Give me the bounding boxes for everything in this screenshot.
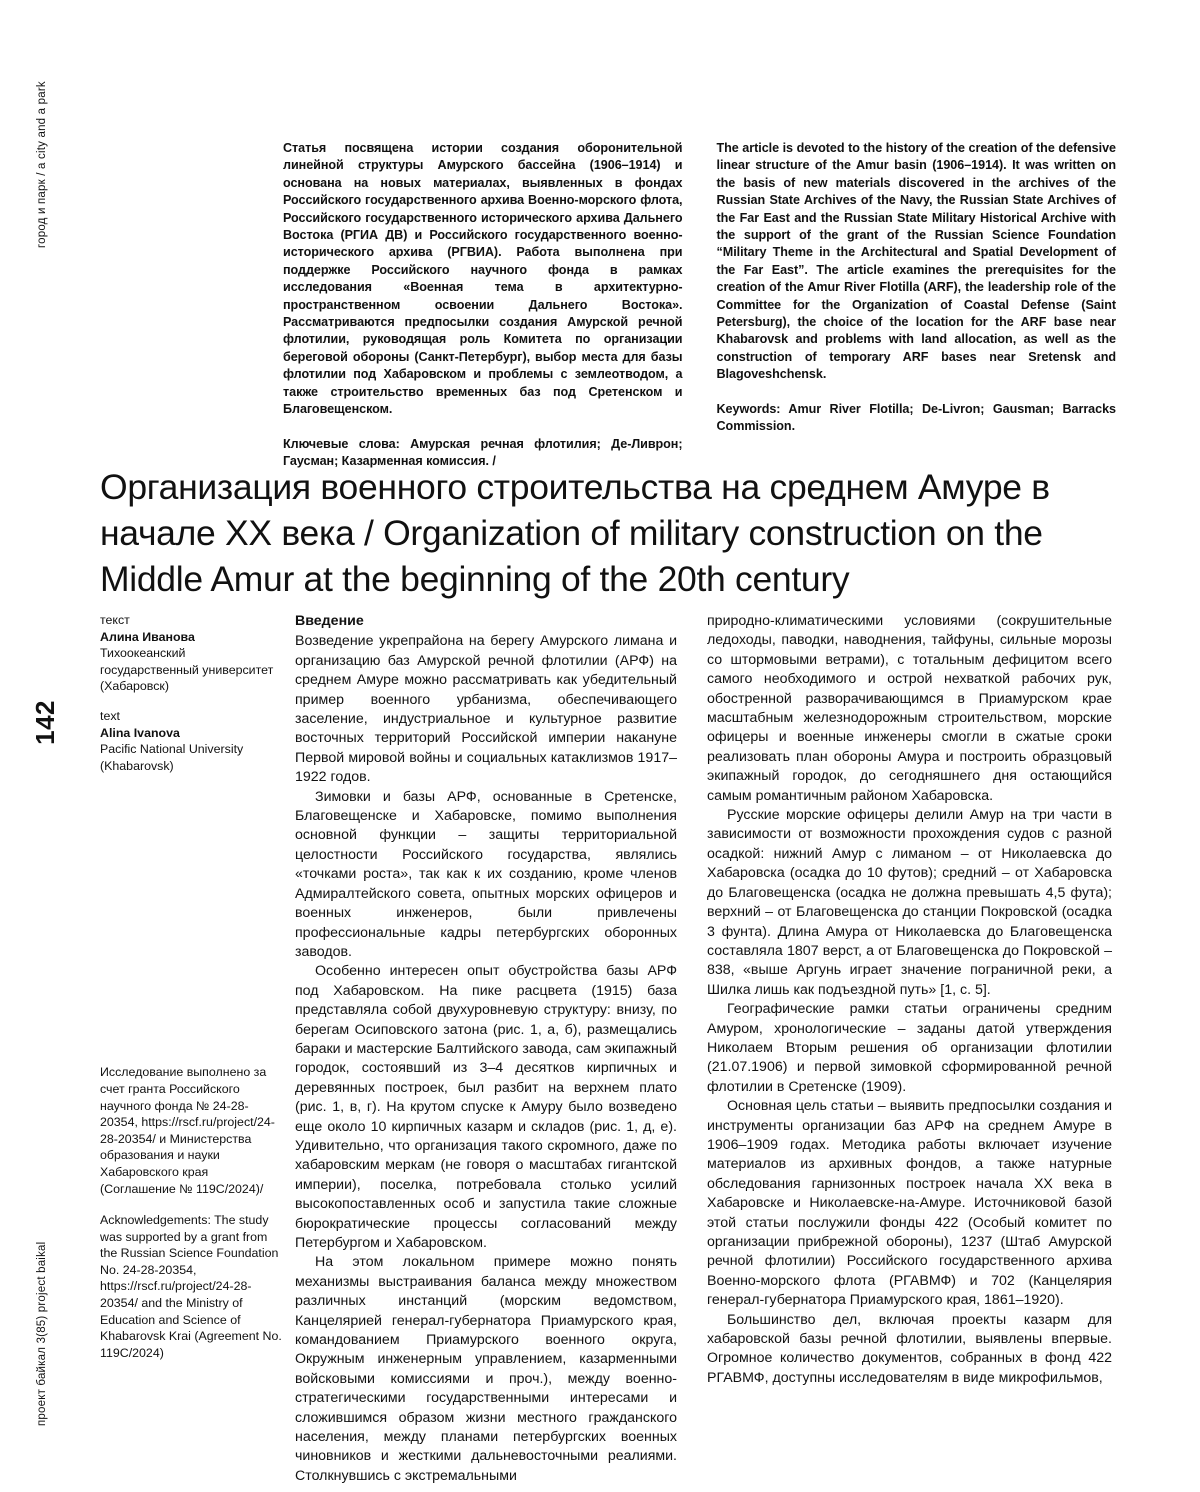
abstract-english (717, 140, 1117, 470)
running-head-section: город и парк / a city and a park (36, 81, 48, 248)
paragraph: Возведение укрепрайона на берегу Амурского лимана и организацию баз Амурской речной флотилии (АРФ) на среднем Амуре можно рассматривать как убедительный пример военного урбанизма, обеспечивающего заселение, индустриальное и культурное развитие восточных территорий Российской империи накануне Первой мировой войны и социальных катаклизмов 1917–1922 годов. (295, 633, 677, 786)
abstract-russian (283, 140, 683, 470)
author-name-en: Alina Ivanova (100, 725, 180, 740)
funding-note-en: Acknowledgements: The study was supported by a grant from the Russian Science Foundation No. 24-28-20354, https://rscf.ru/project/24-28-20354/ and the Ministry of Education and Science of Khabarovsk Krai (Agreement No. 119C/2024) (100, 1213, 282, 1360)
paragraph: Большинство дел, включая проекты казарм для хабаровской базы речной флотилии, выявлены впервые. Огромное количество документов, собранных в фонд 422 РГАВМФ, доступны исследователям в виде микрофильмов, (707, 1311, 1112, 1386)
author-affiliation-en: Pacific National University (Khabarovsk) (100, 742, 244, 773)
text-column-right (707, 612, 1112, 1486)
paragraph: На этом локальном примере можно понять механизмы выстраивания баланса между множеством различных инстанций (морским ведомством, Канцелярией генерал-губернатора Приамурского края, командованием Приамурского военного округа, Окружным инженерным управлением, казарменными войсковыми комиссиями и проч.), между военно-стратегическими государственными интересами и сложившимся образом жизни местного гражданского населения, между планами петербургских военных чиновников и жесткими дальневосточными реалиями. Столкнувшись с экстремальными (295, 1254, 677, 1484)
paragraph: Основная цель статьи – выявить предпосылки создания и инструменты организации баз АРФ на среднем Амуре в 1906–1909 годах. Методика работы включает изучение материалов из архивных фондов, а также натурные обследования гарнизонных построек начала XX века в Хабаровске и Николаевске-на-Амуре. Источниковой базой этой статьи послужили фонды 422 (Особый комитет по организации прибрежной обороны), 1237 (Штаб Амурской речной флотилии) Российского государственного архива Военно-морского флота (РГАВМФ) и 702 (Канцелярия генерал-губернатора Приамурского края, 1861–1920). (707, 1098, 1112, 1309)
article-body (100, 612, 1120, 1486)
paragraph: Особенно интересен опыт обустройства базы АРФ под Хабаровском. На пике расцвета (1915) база представляла собой двухуровневую структуру: внизу, по берегам Осиповского затона (рис. 1, а, б), размещались бараки и мастерские Балтийского завода, сам экипажный городок, состоявший из 3–4 десятков кирпичных и деревянных построек, был разбит на верхнем плато (рис. 1, в, г). На крутом спуске к Амуру было возведено еще около 10 кирпичных казарм и складов (рис. 1, д, е). Удивительно, что организация такого скромного, даже по хабаровским меркам (не говоря о масштабах гигантской империи), поселка, потребовала столько усилий высокопоставленных особ и запустила такие сложные бюрократические процессы согласований между Петербургом и Хабаровском. (295, 963, 677, 1251)
abstract-block (283, 140, 1116, 470)
page-number: 142 (30, 700, 60, 745)
paragraph: Русские морские офицеры делили Амур на три части в зависимости от возможности прохождения судов с разной осадкой: нижний Амур с лиманом – от Николаевска до Хабаровска (осадка до 10 футов); средний – от Хабаровска до Благовещенска (осадка не должна превышать 4,5 фута); верхний – от Благовещенска до станции Покровской (осадка 3 фунта). Длина Амура от Николаевска до Благовещенска составляла 1807 верст, а от Благовещенска до Покровской – 838, «выше Аргунь играет значение пограничной реки, а Шилка лишь как подъездной путь» [1, с. 5]. (707, 807, 1112, 998)
funding-note-ru: Исследование выполнено за счет гранта Российского научного фонда № 24-28-20354, https://rscf.ru/project/24-28-20354/ и Министерства образования и науки Хабаровского края (Соглашение № 119С/2024)/ (100, 1065, 275, 1196)
paragraph: Зимовки и базы АРФ, основанные в Сретенске, Благовещенске и Хабаровске, помимо выполнения основной функции – защиты территориальной целостности Российского государства, являлись «точками роста», так как к их созданию, кроме членов Адмиралтейского совета, опытных морских офицеров и военных инженеров, были привлечены профессиональные кадры петербургских оборонных заводов. (295, 788, 677, 960)
text-column-left (295, 612, 707, 1486)
paragraph: природно-климатическими условиями (сокрушительные ледоходы, паводки, наводнения, тайфуны, сильные морозы со штормовыми ветрами), с тотальным дефицитом всего самого необходимого и острой нехваткой рабочих рук, обостренной разворачивающимся в Приамурском крае масштабным железнодорожным строительством, морские офицеры и военные инженеры смогли в сжатые сроки реализовать план обороны Амура и построить образцовый экипажный городок, до сегодняшнего дня остающийся самым романтичным районом Хабаровска. (707, 613, 1112, 804)
author-name-ru: Алина Иванова (100, 629, 195, 644)
author-column (100, 612, 295, 1486)
abstract-english-text: The article is devoted to the history of the creation of the defensive linear structure of the Amur basin (1906–1914). It was written on the basis of new materials discovered in the archives of the Russian State Archives of the Navy, the Russian State Archives of the Far East and the Russian State Military Historical Archive with the support of the grant of the Russian Science Foundation “Military Theme in the Architectural and Spatial Development of the Far East”. The article examines the prerequisites for the creation of the Amur River Flotilla (ARF), the leadership role of the Committee for the Organization of Coastal Defense (Saint Petersburg), the choice of the location for the ARF base near Khabarovsk and problems with land allocation, as well as the construction of temporary ARF bases near Sretensk and Blagoveshchensk. (716, 141, 1116, 382)
page-title: Организация военного строительства на среднем Амуре в начале XX века / Organization of military construction on the Middle Amur at the beginning of the 20th century (100, 466, 1050, 599)
section-heading-introduction: Введение (295, 613, 364, 629)
keywords-english: Keywords: Amur River Flotilla; De-Livron; Gausman; Barracks Commission. (716, 401, 1116, 434)
abstract-russian-text: Статья посвящена истории создания оборонительной линейной структуры Амурского бассейна (1906–1914) и основана на новых материалах, выявленных в фондах Российского государственного архива Военно-морского флота, Российского государственного исторического архива Дальнего Востока (РГИА ДВ) и Российского государственного военно-исторического архива (РГВИА). Работа выполнена при поддержке Российского научного фонда в рамках исследования «Военная тема в архитектурно-пространственном освоении Дальнего Востока». Рассматриваются предпосылки создания Амурской речной флотилии, руководящая роль Комитета по организации береговой обороны (Санкт-Петербург), выбор места для базы флотилии под Хабаровском и проблемы с землеотводом, а также строительство временных баз под Сретенском и Благовещенском. (283, 141, 683, 417)
author-label-ru: текст (100, 613, 130, 627)
author-affiliation-ru: Тихоокеанский государственный университет (Хабаровск) (100, 646, 274, 694)
running-head-journal: проект байкал 3(85) project baikal (36, 1241, 48, 1426)
author-label-en: text (100, 708, 120, 723)
keywords-russian: Ключевые слова: Амурская речная флотилия; Де-Ливрон; Гаусман; Казарменная комиссия. / (283, 436, 683, 468)
paragraph: Географические рамки статьи ограничены средним Амуром, хронологические – заданы датой утверждения Николаем Вторым решения об организации флотилии (21.07.1906) и первой зимовкой сформированной речной флотилии в Сретенске (1909). (707, 1001, 1112, 1095)
spacer (100, 695, 285, 708)
